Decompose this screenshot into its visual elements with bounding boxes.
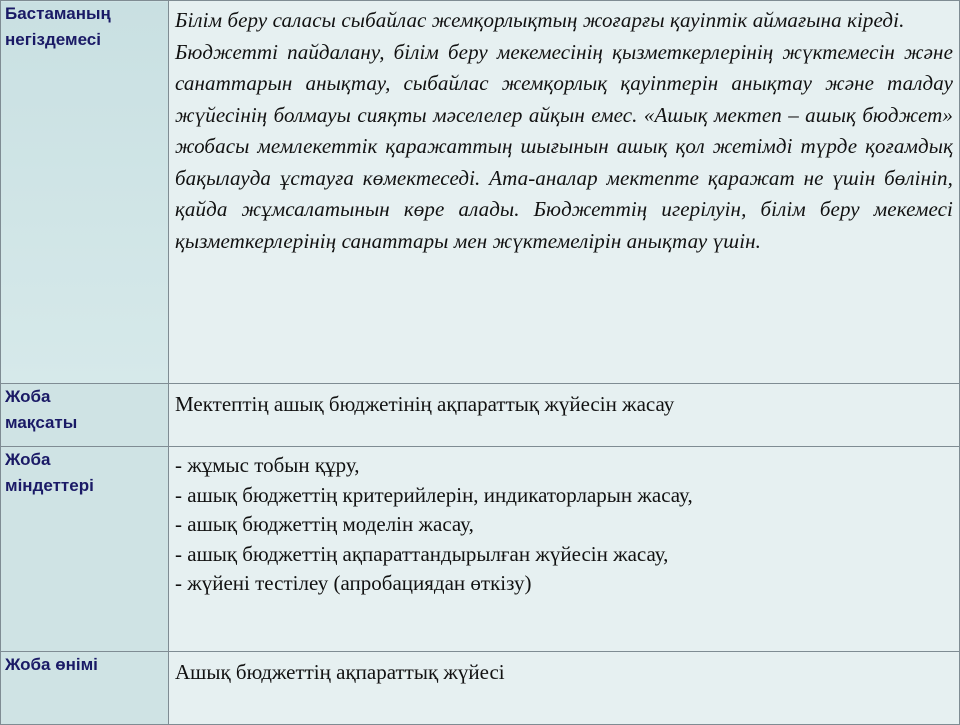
table-row-product — [1, 652, 960, 725]
list-item: - ашық бюджеттің моделін жасау, — [175, 512, 474, 536]
product-cell — [169, 652, 960, 725]
task-list — [175, 447, 953, 599]
list-item: - жұмыс тобын құру, — [175, 453, 360, 477]
product-text: Ашық бюджеттің ақпараттық жүйесі — [175, 660, 505, 684]
label-text: Бастаманың негіздемесі — [5, 4, 111, 49]
rationale-text — [175, 1, 953, 257]
label-text: Жоба мақсаты — [5, 387, 78, 432]
label-text: Жоба міндеттері — [5, 450, 94, 495]
row-label-rationale — [1, 1, 169, 384]
row-label-tasks — [1, 447, 169, 652]
table-row-tasks — [1, 447, 960, 652]
rationale-paragraph-1: Білім беру саласы сыбайлас жемқорлықтың жоғарғы қауіптік аймағына кіреді. — [175, 8, 905, 32]
tasks-cell — [169, 447, 960, 652]
goal-text: Мектептің ашық бюджетінің ақпараттық жүйесін жасау — [175, 392, 675, 416]
table-row-rationale — [1, 1, 960, 384]
list-item: - ашық бюджеттің ақпараттандырылған жүйесін жасау, — [175, 541, 669, 566]
row-label-product — [1, 652, 169, 725]
table-row-goal — [1, 384, 960, 447]
row-label-goal — [1, 384, 169, 447]
list-item: - ашық бюджеттің критерийлерін, индикаторларын жасау, — [175, 482, 693, 507]
list-item: - жүйені тестілеу (апробациядан өткізу) — [175, 571, 532, 595]
rationale-paragraph-2: Бюджетті пайдалану, білім беру мекемесінің қызметкерлерінің жүктемесін және санаттарын анықтау, сыбайлас жемқорлық қауіптерін анықтау және талдау жүйесінің болмауы сияқты мәселелер айқын емес. «Ашық мектеп – ашық бюджет» жобасы мемлекеттік қаражаттың шығынын ашық қол жетімді түрде қоғамдық бақылауда ұстауға көмектеседі. Ата-аналар мектепте қаражат не үшін бөлініп, қайда жұмсалатынын көре алады. Бюджеттің игерілуін, білім беру мекемесі қызметкерлерінің санаттары мен жүктемелірін анықтау үшін. — [175, 39, 953, 253]
goal-cell — [169, 384, 960, 447]
rationale-cell — [169, 1, 960, 384]
label-text: Жоба өнімі — [5, 655, 98, 674]
